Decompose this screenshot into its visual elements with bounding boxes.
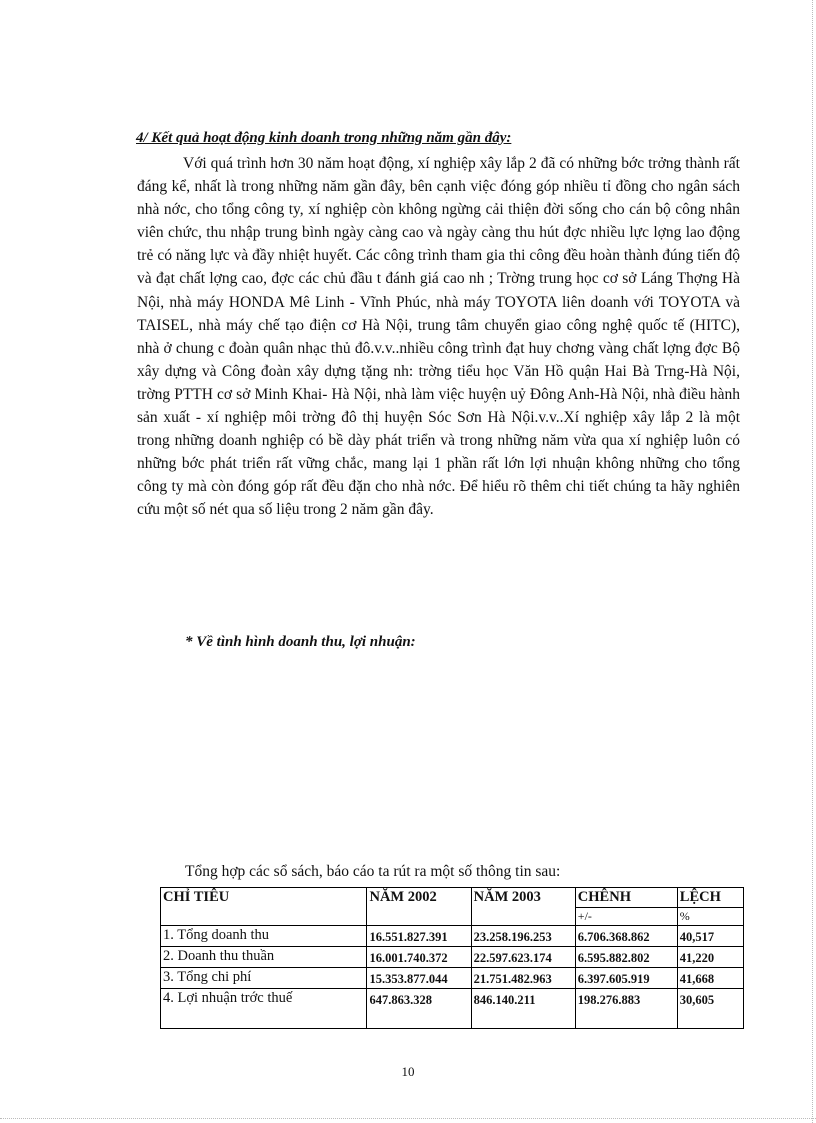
header-cell: NĂM 2003 [471,888,575,926]
header-cell: NĂM 2002 [367,888,471,926]
table-cell: 1. Tổng doanh thu [161,926,367,947]
table-cell: 647.863.328 [367,989,471,1029]
page-border-right [812,0,813,1123]
revenue-table [160,887,744,1029]
table-cell: 6.706.368.862 [575,926,677,947]
table-cell: 40,517 [677,926,743,947]
table-cell: 41,668 [677,968,743,989]
table-cell: 16.551.827.391 [367,926,471,947]
table-cell: 6.397.605.919 [575,968,677,989]
table-cell: 2. Doanh thu thuần [161,947,367,968]
table-row [161,989,744,1029]
table-intro: Tổng hợp các sổ sách, báo cáo ta rút ra một số thông tin sau: [185,863,561,880]
table-row [161,968,744,989]
table-row [161,947,744,968]
table-cell: 23.258.196.253 [471,926,575,947]
subheader-cell: % [677,908,743,926]
subheader-cell: +/- [575,908,677,926]
header-cell: CHỈ TIÊU [161,888,367,926]
table-cell: 198.276.883 [575,989,677,1029]
header-cell: CHÊNH [575,888,677,908]
table-cell: 41,220 [677,947,743,968]
page-number: 10 [401,1064,415,1079]
body-paragraph-text: Với quá trình hơn 30 năm hoạt động, xí nghiệp xây lắp 2 đã có những bớc trởng thành rất đáng kể, nhất là trong những năm gần đây, bên cạnh việc đóng góp nhiều tỉ đồng cho ngân sách nhà nớc, cho tổng công ty, xí nghiệp còn không ngừng cải thiện đời sống cho cán bộ công nhân viên chức, thu nhập trung bình ngày càng cao và ngày càng thu hút đợc nhiều lực lợng lao động trẻ có năng lực và đầy nhiệt huyết. Các công trình tham gia thi công đều hoàn thành đúng tiến độ và đạt chất lợng cao, đợc các chủ đầu t đánh giá cao nh ; Trờng trung học cơ sở Láng Thợng Hà Nội, nhà máy HONDA Mê Linh - Vĩnh Phúc, nhà máy TOYOTA liên doanh với TOYOTA và TAISEL, nhà máy chế tạo điện cơ Hà Nội, trung tâm chuyển giao công nghệ quốc tế (HITC), nhà ở chung c đoàn quân nhạc thủ đô.v.v..nhiều công trình đạt huy chơng vàng chất lợng đợc Bộ xây dựng và Công đoàn xây dựng tặng nh: trờng tiểu học Văn Hồ quận Hai Bà Trng-Hà Nội, trờng PTTH cơ sở Minh Khai- Hà Nội, nhà làm việc huyện uỷ Đông Anh-Hà Nội, nhà điều hành sản xuất - xí nghiệp môi trờng đô thị huyện Sóc Sơn Hà Nội.v.v..Xí nghiệp xây lắp 2 là một trong những doanh nghiệp có bề dày phát triển và trong những năm vừa qua xí nghiệp luôn có những bớc phát triển rất vững chắc, mang lại 1 phần rất lớn lợi nhuận không những cho tổng công ty mà còn đóng góp rất đều đặn cho nhà nớc. Để hiểu rõ thêm chi tiết chúng ta hãy nghiên cứu một số nét qua số liệu trong 2 năm gần đây. [137,155,740,519]
table-row [161,926,744,947]
table-header-row [161,888,744,908]
page-border-bottom [0,1118,816,1119]
table-cell: 21.751.482.963 [471,968,575,989]
table-cell: 15.353.877.044 [367,968,471,989]
section-heading: 4/ Kết quả hoạt động kinh doanh trong những năm gần đây: [136,130,512,146]
subheading: * Về tình hình doanh thu, lợi nhuận: [185,634,416,650]
table-cell: 4. Lợi nhuận trớc thuế [161,989,367,1029]
body-paragraph [137,152,740,522]
table-cell: 3. Tổng chi phí [161,968,367,989]
table-cell: 6.595.882.802 [575,947,677,968]
header-cell: LỆCH [677,888,743,908]
table-cell: 16.001.740.372 [367,947,471,968]
table-cell: 846.140.211 [471,989,575,1029]
table-cell: 30,605 [677,989,743,1029]
table-cell: 22.597.623.174 [471,947,575,968]
